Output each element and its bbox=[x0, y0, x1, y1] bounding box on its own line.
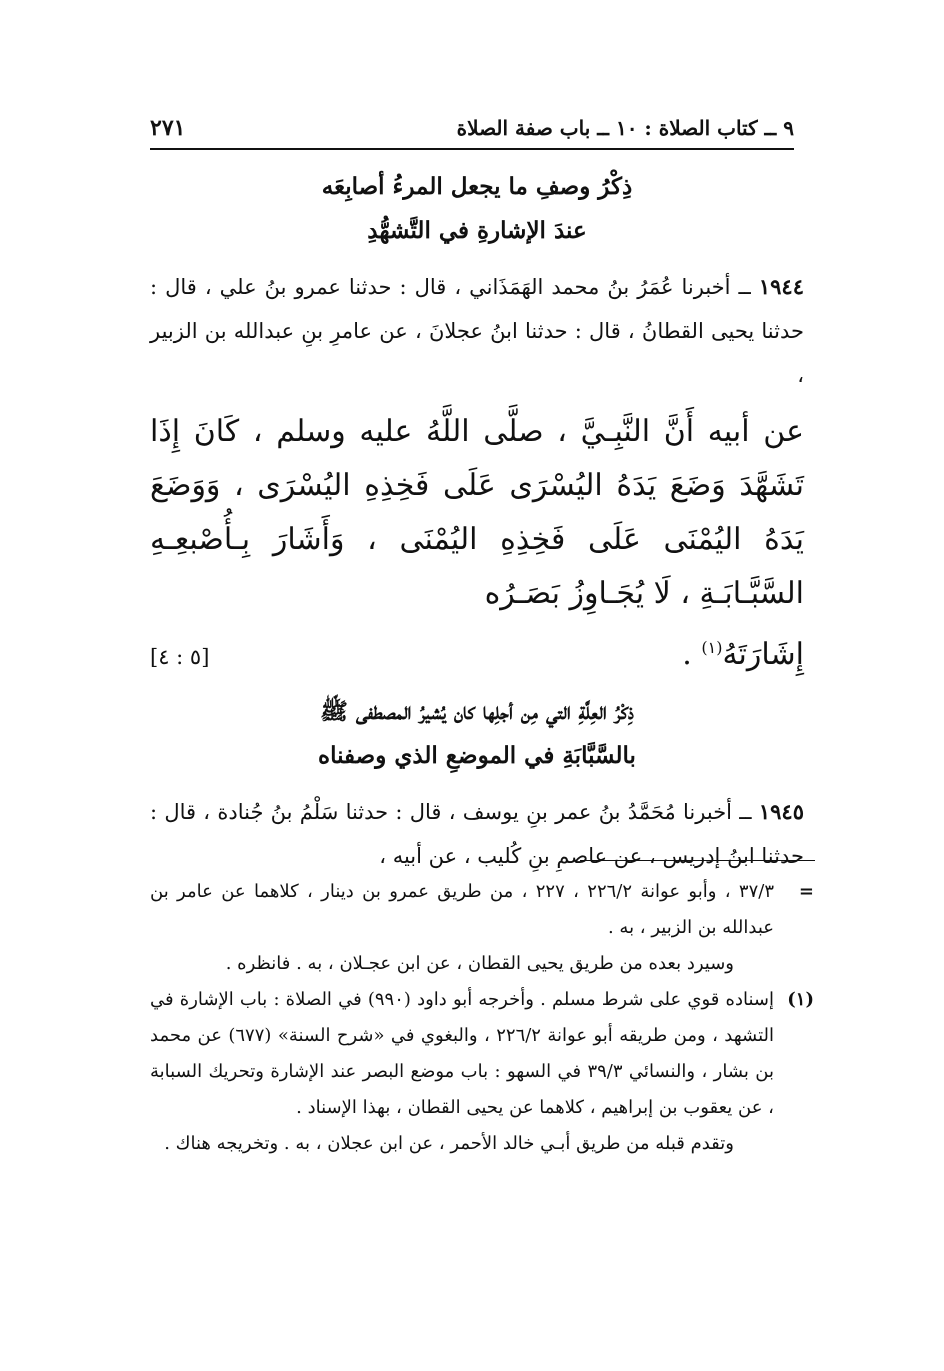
matn-end-word: إِشَارَتَهُ bbox=[722, 637, 804, 672]
hadith-1945-isnad bbox=[150, 790, 804, 878]
header-title: ٩ ــ كتاب الصلاة : ١٠ ــ باب صفة الصلاة bbox=[456, 116, 794, 140]
footnote-paragraph: ٣٧/٣ ، وأبو عوانة ٢٢٦/٢ ، ٢٢٧ ، من طريق عمرو بن دينار ، كلاهما عن عامر بن عبدالله بن الزبير ، به . bbox=[150, 881, 774, 938]
end-period: . bbox=[682, 637, 702, 672]
hadith-number: ١٩٤٥ bbox=[758, 799, 804, 824]
footnote-text bbox=[150, 874, 774, 982]
continuation-marker: = bbox=[798, 881, 814, 902]
page-number: ٢٧١ bbox=[150, 115, 186, 141]
footnote-separator bbox=[580, 860, 815, 861]
section-heading-2 bbox=[150, 690, 804, 778]
footnote-text bbox=[150, 982, 774, 1162]
running-header bbox=[150, 108, 794, 150]
footnote-mark: (١) bbox=[701, 638, 723, 657]
isnad-text: ــ أخبرنا مُحَمَّدُ بنُ عمر بنِ يوسف ، قال : حدثنا سَلْمُ بنُ جُنادة ، قال : حدثنا ابنُ إدريس ، عن عاصمِ بنِ كُليب ، عن أبيه ، bbox=[150, 800, 804, 868]
footnote-paragraph: إسناده قوي على شرط مسلم . وأخرجه أبو داود (٩٩٠) في الصلاة : باب الإشارة في التشهد ، ومن طريقه أبو عوانة ٢٢٦/٢ ، والبغوي في «شرح السنة» (٦٧٧) عن محمد بن بشار ، والنسائي ٣٩/٣ في السهو : باب موضع البصر عند الإشارة وتحريك السبابة ، عن يعقوب بن إبراهيم ، كلاهما عن يحيى القطان ، بهذا الإسناد . bbox=[150, 989, 775, 1118]
footnote-1 bbox=[150, 982, 814, 1162]
section-heading-1 bbox=[150, 165, 804, 253]
hadith-number: ١٩٤٤ bbox=[758, 274, 804, 299]
main-text bbox=[150, 165, 804, 878]
footnote-continuation bbox=[150, 874, 814, 982]
footnotes bbox=[150, 874, 814, 1162]
hadith-reference: [٥ : ٤] bbox=[150, 645, 210, 669]
heading-line: بالسَّبَّابَةِ في الموضعِ الذي وصفناه bbox=[318, 742, 636, 769]
heading-line: ذِكْرُ العِلَّةِ التي مِن أجلِها كان يُشيرُ المصطفى ﷺ bbox=[320, 698, 634, 725]
matn-ending bbox=[682, 621, 804, 682]
footnote-paragraph: وتقدم قبله من طريق أبـي خالد الأحمر ، عن ابن عجلان ، به . وتخريجه هناك . bbox=[164, 1133, 734, 1154]
heading-line: ذِكْرُ وصفِ ما يجعل المرءُ أصابِعَه bbox=[321, 173, 633, 200]
isnad-text: ــ أخبرنا عُمَرُ بنُ محمد الهَمَذَاني ، قال : حدثنا عمرو بنُ علي ، قال : حدثنا يحيى القطانُ ، قال : حدثنا ابنُ عجلانَ ، عن عامرِ بنِ عبدالله بن الزبير ، bbox=[150, 275, 804, 387]
footnote-paragraph: وسيرد بعده من طريق يحيى القطان ، عن ابن عجـلان ، به . فانظره . bbox=[225, 953, 734, 974]
hadith-1944-ending bbox=[150, 621, 804, 684]
hadith-1944-matn: عن أبيه أَنَّ النَّبِـيَّ ، صلَّى اللَّهُ عليه وسلم ، كَانَ إِذَا تَشَهَّدَ وَضَعَ يَدَهُ اليُسْرَى عَلَى فَخِذِهِ اليُسْرَى ، وَوَضَعَ يَدَهُ اليُمْنَى عَلَى فَخِذِهِ اليُمْنَى ، وَأَشَارَ بِـأُصْبعِـهِ السَّبَّـابَـةِ ، لَا يُجَـاوِزُ بَصَـرُه bbox=[150, 414, 804, 611]
footnote-number: (١) bbox=[787, 989, 814, 1010]
heading-line: عندَ الإشارةِ في التَّشهُّدِ bbox=[367, 217, 587, 244]
hadith-1944-isnad bbox=[150, 265, 804, 397]
